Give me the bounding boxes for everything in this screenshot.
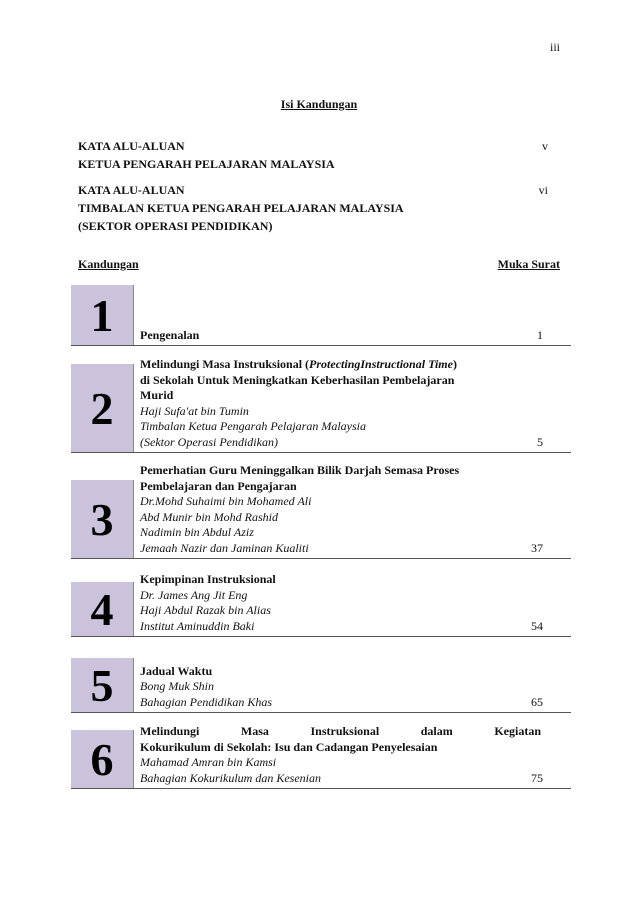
chapter-author: Dr. James Ang Jit Eng (140, 587, 248, 602)
chapter-author: Timbalan Ketua Pengarah Pelajaran Malaysia (140, 419, 366, 433)
chapter-number-box: 2 (71, 364, 134, 452)
chapter-author: Haji Abdul Razak bin Alias (140, 603, 271, 617)
page-title: Isi Kandungan (280, 97, 358, 111)
chapter-author: Institut Aminuddin Baki (140, 618, 255, 633)
chapter-page: 37 (531, 541, 543, 555)
chapter-number-box: 5 (71, 658, 134, 712)
page-header: Muka Surat (497, 257, 560, 271)
chapter-author: (Sektor Operasi Pendidikan) (140, 434, 278, 449)
preface-page: vi (538, 183, 548, 197)
chapter-page: 1 (537, 328, 543, 342)
chapter-title: Melindungi Masa Instruksional dalam Kegiatan (140, 724, 541, 738)
chapter-page: 5 (537, 435, 543, 449)
chapter-2[interactable] (71, 357, 571, 453)
chapter-title: Kepimpinan Instruksional (140, 572, 276, 586)
contents-header: Kandungan (78, 257, 139, 271)
chapter-author: Haji Sufa'at bin Tumin (140, 403, 249, 418)
chapter-number-box: 4 (71, 582, 134, 636)
preface-line: KATA ALU-ALUAN (78, 183, 185, 197)
chapter-author: Bong Muk Shin (140, 679, 214, 693)
chapter-page: 54 (531, 619, 543, 633)
chapter-title: di Sekolah Untuk Meningkatkan Keberhasilan Pembelajaran (140, 372, 455, 387)
chapter-author: Mahamad Amran bin Kamsi (140, 755, 277, 769)
chapter-title: Jadual Waktu (140, 663, 213, 678)
chapter-title: Pembelajaran dan Pengajaran (140, 478, 297, 493)
chapter-number-box: 1 (71, 285, 134, 345)
chapter-number-box: 3 (71, 480, 134, 558)
chapter-author: Dr.Mohd Suhaimi bin Mohamed Ali (140, 494, 312, 508)
preface-entry-1[interactable] (78, 137, 548, 173)
page-number: iii (549, 40, 560, 54)
preface-line: TIMBALAN KETUA PENGARAH PELAJARAN MALAYSIA (78, 201, 404, 215)
preface-page: v (542, 139, 548, 153)
preface-entry-2[interactable] (78, 181, 548, 235)
chapter-author: Jemaah Nazir dan Jaminan Kualiti (140, 540, 309, 555)
chapter-1[interactable] (71, 285, 571, 346)
chapter-3[interactable] (71, 463, 571, 559)
chapter-page: 65 (531, 695, 543, 709)
chapter-number-box: 6 (71, 730, 134, 788)
preface-line: (SEKTOR OPERASI PENDIDIKAN) (78, 219, 273, 233)
chapter-author: Bahagian Kokurikulum dan Kesenian (140, 770, 321, 785)
chapter-4[interactable] (71, 572, 571, 637)
preface-line: KATA ALU-ALUAN (78, 139, 185, 153)
chapter-title: Murid (140, 388, 174, 402)
chapter-title: Pengenalan (140, 327, 200, 342)
chapter-page: 75 (531, 771, 543, 785)
chapter-5[interactable] (71, 658, 571, 713)
preface-line: KETUA PENGARAH PELAJARAN MALAYSIA (78, 157, 335, 171)
chapter-author: Abd Munir bin Mohd Rashid (140, 509, 278, 524)
chapter-title: Kokurikulum di Sekolah: Isu dan Cadangan Penyelesaian (140, 739, 438, 754)
chapter-title: Melindungi Masa Instruksional (ProtectingInstructional Time) (140, 357, 457, 371)
chapter-title: Pemerhatian Guru Meninggalkan Bilik Darjah Semasa Proses (140, 463, 460, 477)
chapter-6[interactable] (71, 724, 571, 789)
chapter-author: Nadimin bin Abdul Aziz (140, 525, 254, 539)
chapter-author: Bahagian Pendidikan Khas (140, 694, 272, 709)
